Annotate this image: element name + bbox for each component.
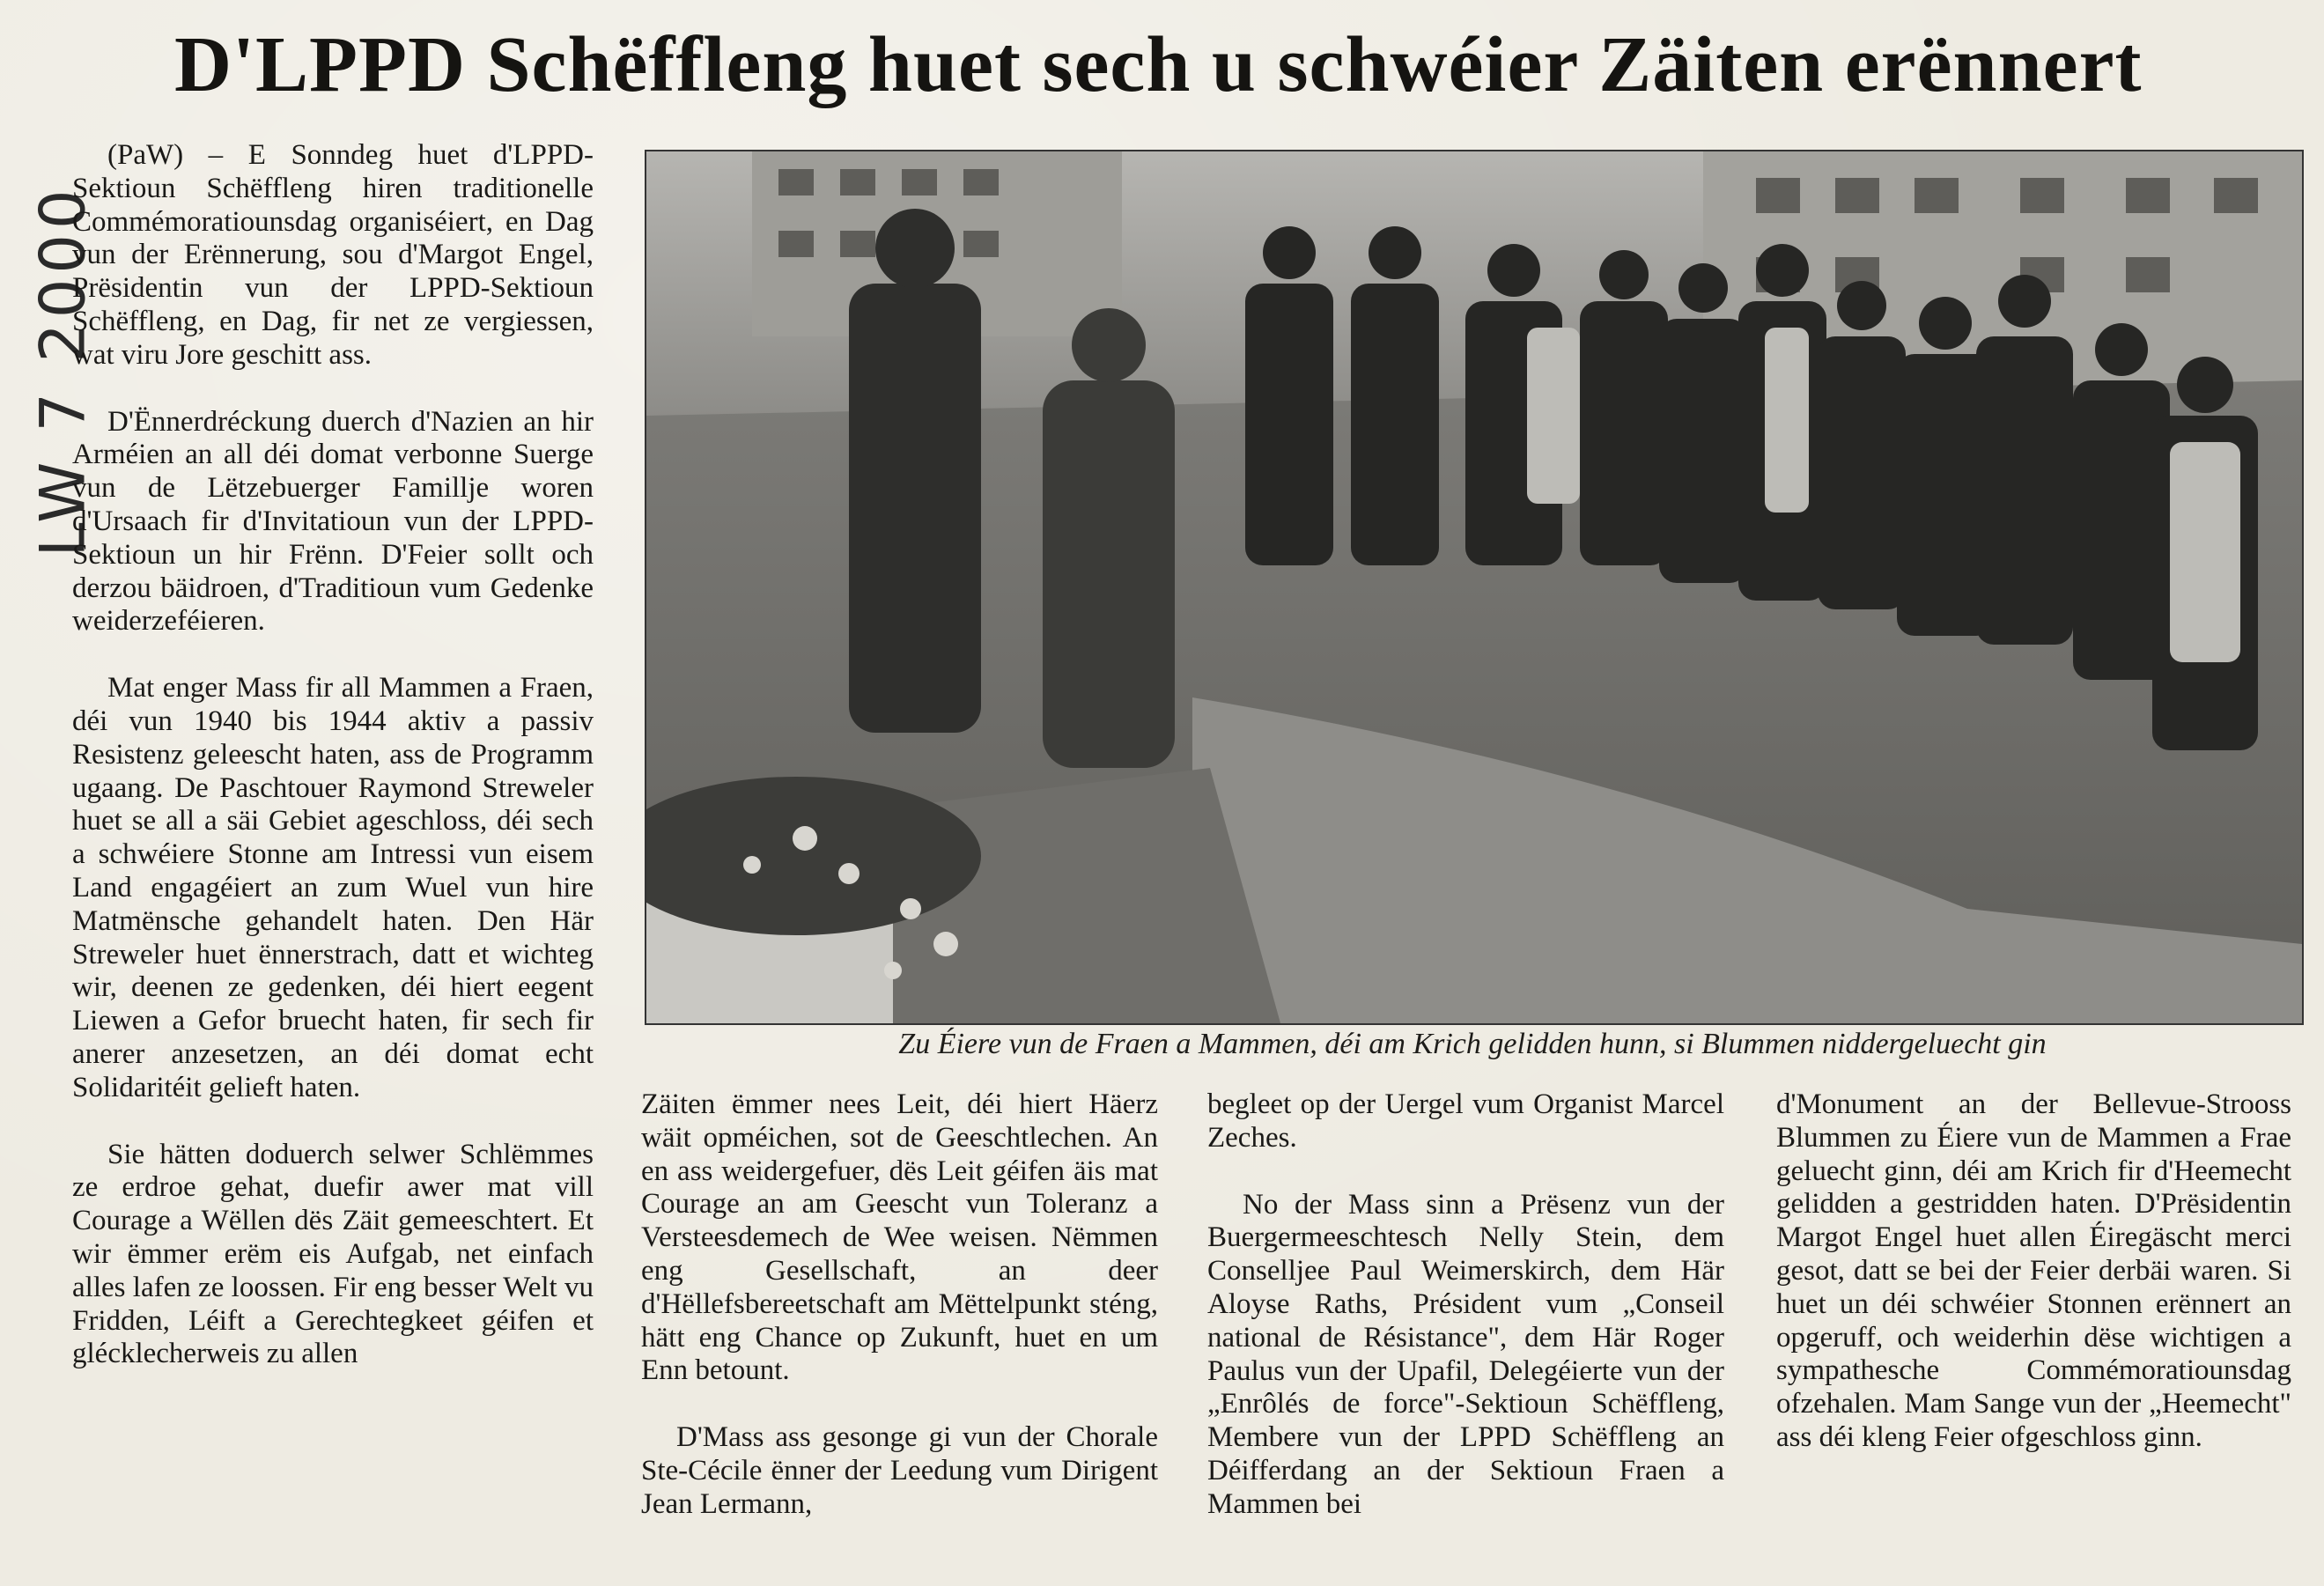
- article-column-1: [72, 139, 594, 1371]
- paragraph: (PaW) – E Sonndeg huet d'LPPD-Sektioun Schëffleng hiren traditionelle Commémoratiounsdag organiséiert, en Dag vun der Erënnerung, sou d'Margot Engel, Prësidentin vun der LPPD-Sektioun Schëffleng, en Dag, fir net ze vergiessen, wat viru Jore geschitt ass.: [72, 139, 594, 371]
- paragraph: No der Mass sinn a Prësenz vun der Buergermeeschtesch Nelly Stein, dem Conselljee Paul Weimerskirch, dem Här Aloyse Raths, Président vum „Conseil national de Résistance", dem Här Roger Paulus vun der Upafil, Delegéierte vun der „Enrôlés de force"-Sektioun Schëffleng, Membere vun der LPPD Schëffleng an Déifferdang an der Sektioun Fraen a Mammen bei: [1207, 1188, 1724, 1520]
- paragraph: D'Mass ass gesonge gi vun der Chorale Ste-Cécile ënner der Leedung vum Dirigent Jean Lermann,: [641, 1421, 1158, 1520]
- paragraph: Mat enger Mass fir all Mammen a Fraen, déi vun 1940 bis 1944 aktiv a passiv Resistenz geleescht haten, ass de Programm ugaang. De Paschtouer Raymond Streweler huet se all a säi Gebiet ageschloss, déi sech a schwéiere Stonne am Intressi vun eisem Land engagéiert an zum Wuel vun hire Matmënsche gehandelt haten. Den Här Streweler huet ënnerstrach, datt et wichteg wir, deenen ze gedenken, déi hiert eegent Liewen a Gefor bruecht haten, fir sech fir anerer anzesetzen, an déi domat echt Solidaritéit gelieft haten.: [72, 672, 594, 1103]
- paragraph: Zäiten ëmmer nees Leit, déi hiert Häerz wäit opméichen, sot de Geeschtlechen. An en ass weidergefuer, dës Leit géifen äis mat Courage an am Geescht vun Toleranz a Versteesdemech de Wee weisen. Nëmmen eng Gesellschaft, an deer d'Hëllefsbereetschaft am Mëttelpunkt sténg, hätt eng Chance op Zukunft, huet en um Enn betount.: [641, 1088, 1158, 1387]
- paragraph: begleet op der Uergel vum Organist Marcel Zeches.: [1207, 1088, 1724, 1154]
- article-column-3: [1207, 1088, 1724, 1522]
- paragraph: d'Monument an der Bellevue-Strooss Blummen zu Éiere vun de Mammen a Frae geluecht ginn, déi am Krich fir d'Heemecht gelidden a gestridden haten. D'Prësidentin Margot Engel huet allen Éiregäscht merci gesot, datt se bei der Feier derbäi waren. Si huet un déi schwéier Stonnen erënnert an opgeruff, och weiderhin dëse wichtigen a sympathesche Commémoratiounsdag ofzehalen. Mam Sange vun der „Heemecht" ass déi kleng Feier ofgeschloss ginn.: [1776, 1088, 2291, 1453]
- paragraph: D'Ënnerdréckung duerch d'Nazien an hir Arméien an all déi domat verbonne Suerge vun de Lëtzebuerger Famillje woren d'Ursaach fir d'Invitatioun vun der LPPD-Sektioun un hir Frënn. D'Feier sollt och derzou bäidroen, d'Traditioun vum Gedenke weiderzeféieren.: [72, 405, 594, 638]
- article-title: D'LPPD Schëffleng huet sech u schwéier Zäiten erënnert: [174, 21, 2143, 108]
- article-column-2: [641, 1088, 1158, 1522]
- article-photo: [645, 150, 2304, 1025]
- handwritten-note: [0, 176, 100, 557]
- photo-caption: Zu Éiere vun de Fraen a Mammen, déi am Krich gelidden hunn, si Blummen niddergeluecht gin: [898, 1028, 2047, 1060]
- article-column-4: [1776, 1088, 2291, 1455]
- handwritten-note-text: LW 7 2000: [26, 184, 100, 557]
- paragraph: Sie hätten doduerch selwer Schlëmmes ze erdroe gehat, duefir awer mat vill Courage a Wëllen dës Zäit gemeeschtert. Et wir ëmmer erëm eis Aufgab, net einfach alles lafen ze loossen. Fir eng besser Welt vu Fridden, Léift a Gerechtegkeet géifen et glécklecherweis zu allen: [72, 1138, 594, 1370]
- photo-illustration: [646, 151, 2302, 1023]
